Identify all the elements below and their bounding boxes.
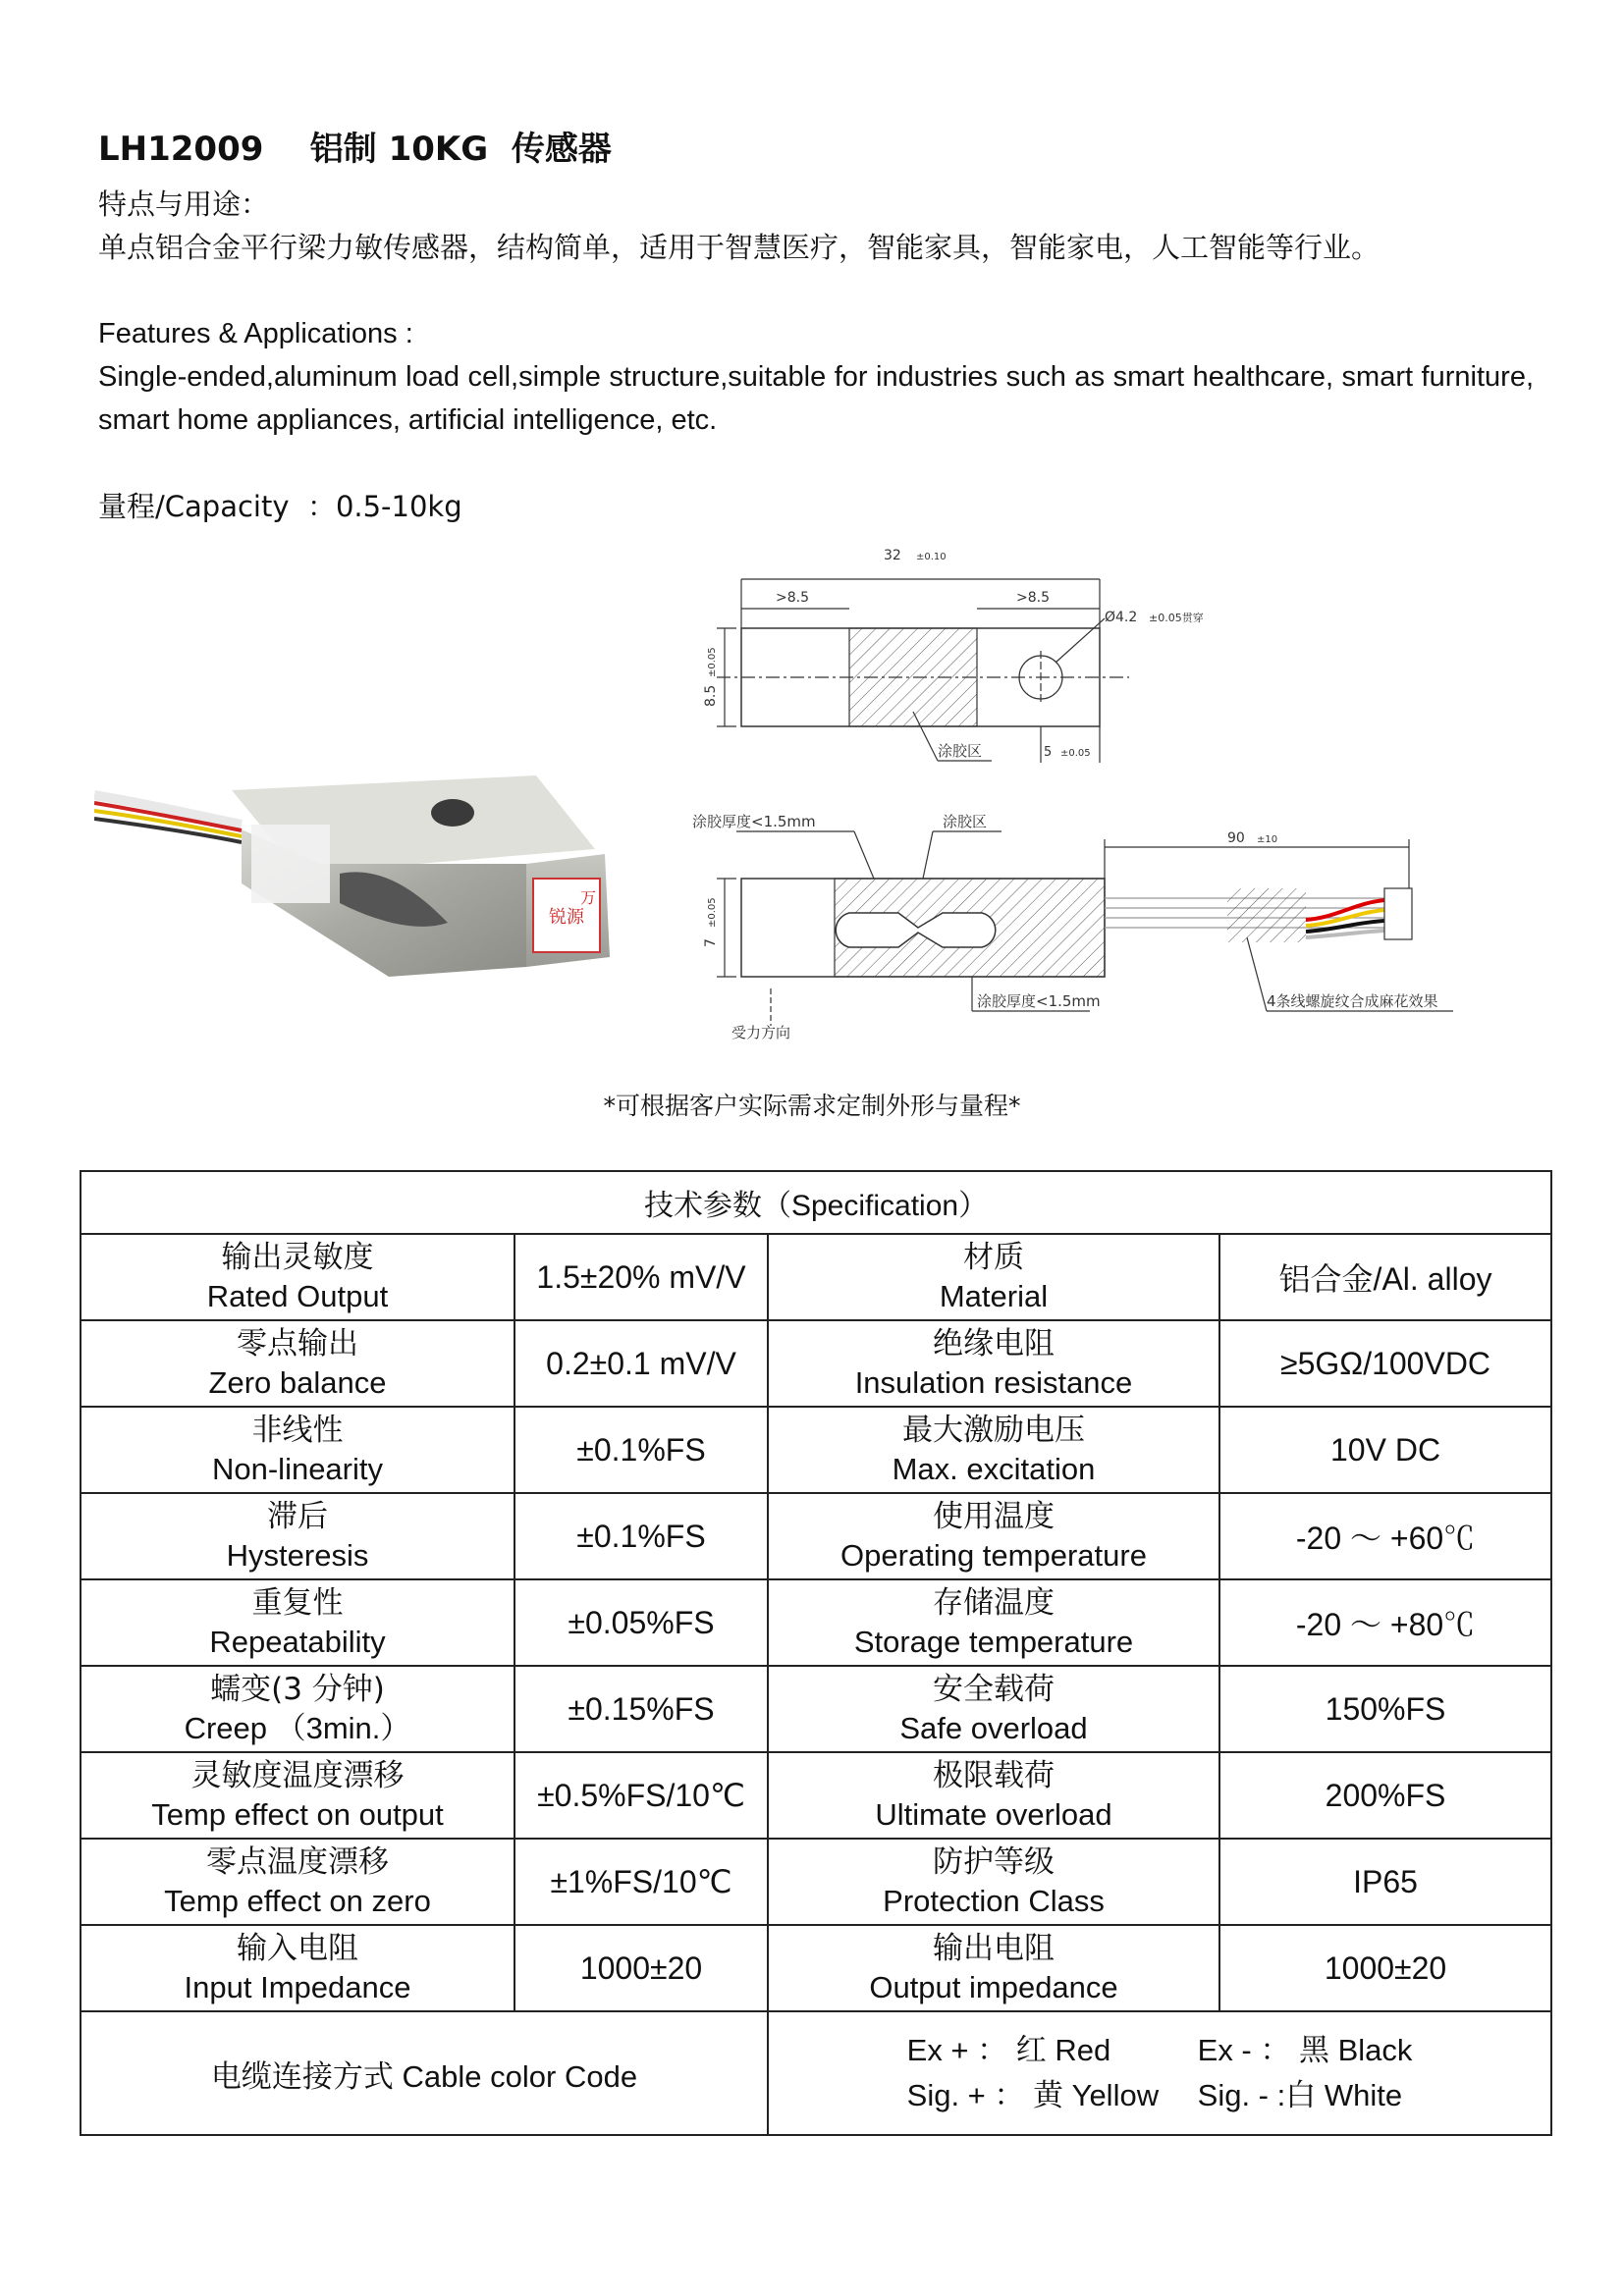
param-en: Safe overload [899, 1711, 1088, 1745]
cable-length: 90 [1227, 830, 1245, 846]
param-label-left [81, 1407, 514, 1493]
value: 1000±20 [1324, 1949, 1447, 1986]
value: IP65 [1353, 1863, 1418, 1899]
dim-left-85: >8.5 [776, 590, 809, 606]
dim-32-label: 32 [884, 548, 901, 563]
value: 1.5±20% mV/V [536, 1258, 746, 1295]
value: 1000±20 [579, 1949, 703, 1986]
value: 10V DC [1330, 1431, 1441, 1468]
param-label-left [81, 1579, 514, 1666]
param-cn: 蠕变(3 分钟) [210, 1672, 385, 1707]
glue-area-label: 涂胶区 [938, 742, 983, 760]
param-value-left [514, 1493, 768, 1579]
param-cn: 最大激励电压 [902, 1413, 1085, 1448]
features-en-heading: Features & Applications : [98, 318, 413, 349]
param-value-right [1219, 1666, 1551, 1752]
param-en: Zero balance [208, 1365, 387, 1400]
value: ±1%FS/10℃ [550, 1864, 732, 1899]
param-value-right [1219, 1234, 1551, 1320]
param-value-right [1219, 1752, 1551, 1839]
cable-row [81, 2011, 1551, 2135]
value: ≥5GΩ/100VDC [1280, 1345, 1491, 1381]
param-cn: 零点温度漂移 [206, 1844, 389, 1880]
param-en: Material [939, 1279, 1049, 1313]
product-photo [94, 756, 644, 1080]
param-cn: 存储温度 [933, 1585, 1055, 1621]
param-label-left [81, 1666, 514, 1752]
param-value-left [514, 1407, 768, 1493]
glue-area-label-2: 涂胶区 [943, 813, 988, 830]
param-en: Rated Output [206, 1279, 389, 1313]
cable-colors [768, 2011, 1551, 2135]
top-view [703, 548, 1204, 763]
ex-plus: Ex + ： 红 Red [906, 2033, 1111, 2067]
hole-dim: Ø4.2 [1105, 610, 1138, 625]
mount-hole [431, 799, 474, 827]
value: 0.2±0.1 mV/V [546, 1345, 736, 1381]
model-number: LH12009 [98, 130, 264, 169]
param-label-left [81, 1839, 514, 1925]
param-label-right [768, 1752, 1219, 1839]
value: 200%FS [1325, 1777, 1446, 1813]
param-value-right [1219, 1493, 1551, 1579]
param-label-left [81, 1234, 514, 1320]
param-en: Creep （3min.） [184, 1711, 411, 1745]
cable-label: 电缆连接方式 Cable color Code [81, 2011, 768, 2135]
glue-thickness-label-2: 涂胶厚度<1.5mm [977, 992, 1101, 1010]
technical-drawing [677, 535, 1463, 1045]
ex-minus: Ex - ： 黑 Black [1197, 2033, 1413, 2067]
value: ±0.15%FS [568, 1690, 715, 1727]
param-label-right [768, 1666, 1219, 1752]
param-en: Temp effect on output [151, 1797, 444, 1832]
param-label-right [768, 1579, 1219, 1666]
product-title: 铝制 10KG 传感器 [309, 130, 612, 169]
customization-note: *可根据客户实际需求定制外形与量程* [603, 1092, 1021, 1120]
spec-table [80, 1170, 1552, 2136]
param-cn: 输出灵敏度 [221, 1240, 374, 1275]
param-value-right [1219, 1925, 1551, 2011]
param-label-left [81, 1320, 514, 1407]
param-cn: 输出电阻 [933, 1931, 1055, 1966]
param-value-left [514, 1320, 768, 1407]
param-cn: 重复性 [251, 1585, 344, 1621]
glue-wrap [251, 825, 330, 903]
value: -20 ～ +80℃ [1295, 1607, 1476, 1642]
param-cn: 安全载荷 [933, 1672, 1055, 1707]
features-cn-text: 单点铝合金平行梁力敏传感器，结构简单，适用于智慧医疗，智能家具，智能家电，人工智能等行业。 [98, 231, 1380, 264]
value: ±0.05%FS [568, 1604, 715, 1640]
spec-header-row [81, 1171, 1551, 1234]
spec-row [81, 1666, 1551, 1752]
dim-5: 5 [1044, 745, 1053, 760]
param-en: Non-linearity [211, 1452, 383, 1486]
param-en: Temp effect on zero [164, 1884, 431, 1918]
cable-length-tol: ±10 [1257, 834, 1278, 845]
spec-row [81, 1234, 1551, 1320]
hole-tol: ±0.05贯穿 [1149, 612, 1204, 624]
dim-32-tol: ±0.10 [916, 552, 947, 562]
width-tol: ±0.05 [707, 897, 718, 928]
value: -20 ～ +60℃ [1295, 1521, 1476, 1556]
param-value-right [1219, 1579, 1551, 1666]
param-cn: 防护等级 [933, 1844, 1055, 1880]
param-label-right [768, 1839, 1219, 1925]
param-en: Hysteresis [226, 1538, 369, 1573]
param-en: Repeatability [209, 1625, 386, 1659]
value: 150%FS [1325, 1690, 1446, 1727]
value: ±0.1%FS [576, 1518, 706, 1554]
param-en: Output impedance [869, 1970, 1118, 2004]
param-label-right [768, 1407, 1219, 1493]
param-cn: 非线性 [251, 1413, 344, 1448]
param-label-right [768, 1925, 1219, 2011]
spec-row [81, 1925, 1551, 2011]
connector [1384, 888, 1412, 939]
value: 铝合金/Al. alloy [1278, 1261, 1492, 1297]
label-mark: 万 [580, 888, 597, 907]
height-tol: ±0.05 [707, 647, 718, 677]
spec-row [81, 1407, 1551, 1493]
sig-minus: Sig. - :白 White [1197, 2078, 1403, 2112]
param-cn: 输入电阻 [237, 1931, 358, 1966]
param-cn: 绝缘电阻 [933, 1326, 1055, 1362]
param-value-left [514, 1752, 768, 1839]
cable-wires-drawing [1105, 888, 1384, 942]
features-cn-heading: 特点与用途： [98, 187, 270, 221]
param-value-left [514, 1666, 768, 1752]
param-label-right [768, 1493, 1219, 1579]
spec-header: 技术参数（Specification） [81, 1171, 1551, 1234]
param-value-left [514, 1579, 768, 1666]
param-cn: 材质 [963, 1240, 1024, 1275]
param-cn: 极限载荷 [933, 1758, 1055, 1793]
sig-plus: Sig. + ： 黄 Yellow [906, 2078, 1160, 2112]
force-direction: 受力方向 [731, 1024, 791, 1041]
param-label-right [768, 1320, 1219, 1407]
param-cn: 使用温度 [933, 1499, 1055, 1534]
label-brand: 锐源 [549, 907, 584, 928]
spec-row [81, 1320, 1551, 1407]
spec-row [81, 1752, 1551, 1839]
param-label-left [81, 1493, 514, 1579]
param-en: Input Impedance [184, 1970, 411, 2004]
param-cn: 灵敏度温度漂移 [190, 1758, 405, 1793]
glue-thickness-label: 涂胶厚度<1.5mm [692, 813, 816, 830]
param-label-left [81, 1925, 514, 2011]
param-en: Protection Class [883, 1884, 1105, 1918]
param-en: Operating temperature [840, 1538, 1147, 1573]
param-cn: 零点输出 [237, 1326, 358, 1362]
height-85: 8.5 [703, 684, 719, 707]
param-en: Ultimate overload [875, 1797, 1112, 1832]
param-value-right [1219, 1407, 1551, 1493]
spec-row [81, 1839, 1551, 1925]
spec-row [81, 1579, 1551, 1666]
param-en: Storage temperature [853, 1625, 1134, 1659]
param-value-left [514, 1234, 768, 1320]
param-value-right [1219, 1839, 1551, 1925]
param-en: Insulation resistance [854, 1365, 1133, 1400]
dim-5-tol: ±0.05 [1060, 748, 1091, 759]
spec-row [81, 1493, 1551, 1579]
param-label-left [81, 1752, 514, 1839]
param-en: Max. excitation [892, 1452, 1096, 1486]
dim-right-85: >8.5 [1016, 590, 1050, 606]
param-cn: 滞后 [267, 1499, 328, 1534]
side-view [692, 813, 1453, 1041]
param-value-left [514, 1925, 768, 2011]
capacity: 量程/Capacity ：0.5-10kg [98, 490, 462, 523]
twist-note: 4条线螺旋纹合成麻花效果 [1267, 992, 1438, 1010]
width-7: 7 [703, 938, 719, 947]
cable-wires [94, 795, 242, 842]
value: ±0.1%FS [576, 1431, 706, 1468]
param-value-right [1219, 1320, 1551, 1407]
value: ±0.5%FS/10℃ [537, 1778, 745, 1813]
features-en-text: Single-ended,aluminum load cell,simple structure,suitable for industries such as smart healthcare, smart furniture, smart home appliances, artificial intelligence, etc. [98, 361, 1534, 436]
param-value-left [514, 1839, 768, 1925]
param-label-right [768, 1234, 1219, 1320]
document-title [98, 122, 612, 170]
